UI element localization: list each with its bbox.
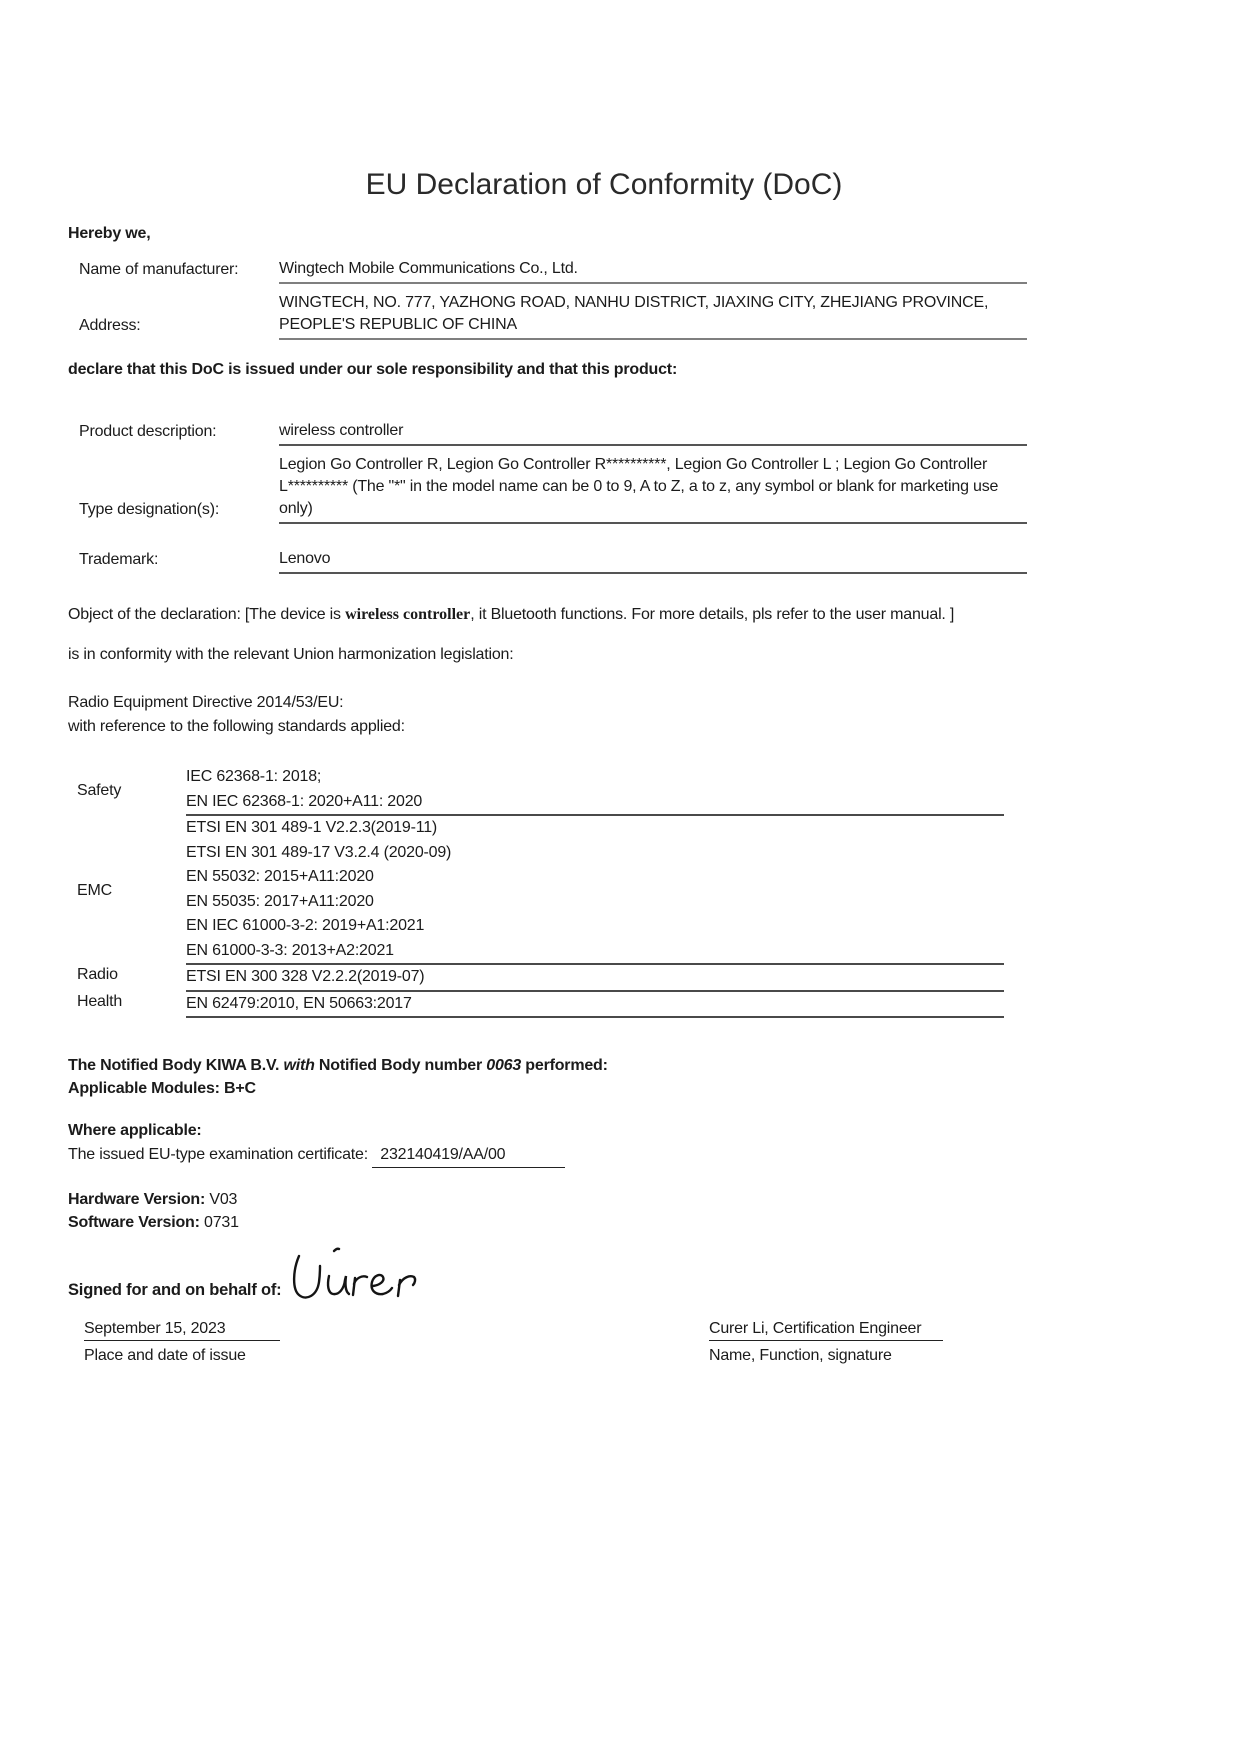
object-suffix: , it Bluetooth functions. For more details, pls refer to the user manual. ] bbox=[470, 606, 955, 623]
software-version-line bbox=[68, 1211, 1140, 1234]
standards-row-radio bbox=[68, 965, 1140, 992]
directive-line2: with reference to the following standards applied: bbox=[68, 718, 405, 735]
signed-row bbox=[68, 1246, 1140, 1304]
standard-item: EN IEC 62368-1: 2020+A11: 2020 bbox=[186, 792, 423, 810]
certificate-label: The issued EU-type examination certificate: bbox=[68, 1146, 368, 1163]
place-date-block bbox=[68, 1320, 709, 1365]
standard-item: EN 55035: 2017+A11:2020 bbox=[186, 892, 374, 910]
standards-values-safety bbox=[186, 765, 1004, 816]
signer-value: Curer Li, Certification Engineer bbox=[709, 1320, 943, 1341]
certificate-line bbox=[68, 1144, 1140, 1168]
standards-category-safety: Safety bbox=[77, 781, 122, 799]
where-applicable-heading: Where applicable: bbox=[68, 1122, 202, 1139]
notified-body-seg1: The Notified Body KIWA B.V. bbox=[68, 1057, 284, 1074]
standards-category-radio: Radio bbox=[77, 966, 118, 983]
address-line1: WINGTECH, NO. 777, YAZHONG ROAD, NANHU DISTRICT, JIAXING CITY, ZHEJIANG PROVINCE, bbox=[279, 294, 989, 311]
product-description-row bbox=[68, 420, 1140, 446]
certificate-number: 232140419/AA/00 bbox=[372, 1144, 565, 1168]
notified-body-seg2: Notified Body number bbox=[314, 1057, 487, 1074]
standard-item: EN 62479:2010, EN 50663:2017 bbox=[186, 994, 412, 1012]
standards-row-emc bbox=[68, 816, 1140, 965]
directive-block bbox=[68, 691, 1140, 739]
type-designation-row bbox=[68, 454, 1140, 524]
trademark-value: Lenovo bbox=[279, 548, 1027, 574]
software-version-label: Software Version: bbox=[68, 1214, 200, 1231]
issue-row bbox=[68, 1320, 1140, 1365]
standard-item: EN IEC 61000-3-2: 2019+A1:2021 bbox=[186, 917, 425, 934]
hardware-version-value: V03 bbox=[209, 1191, 238, 1208]
standards-row-health bbox=[68, 992, 1140, 1019]
hardware-version-label: Hardware Version: bbox=[68, 1191, 206, 1208]
address-line2: PEOPLE'S REPUBLIC OF CHINA bbox=[279, 316, 517, 333]
applicable-modules: Applicable Modules: B+C bbox=[68, 1080, 256, 1097]
standards-table bbox=[68, 765, 1140, 1018]
directive-line1: Radio Equipment Directive 2014/53/EU: bbox=[68, 694, 344, 711]
type-designation-value: Legion Go Controller R, Legion Go Controller R**********, Legion Go Controller L ; Legion Go Controller L********** (The "*" in the model name can be 0 to 9, A to Z, a to z, any symbol or blank for marketing use only) bbox=[279, 454, 1027, 524]
where-applicable-block bbox=[68, 1120, 1140, 1168]
standard-item: ETSI EN 300 328 V2.2.2(2019-07) bbox=[186, 968, 425, 985]
standard-item: EN 61000-3-3: 2013+A2:2021 bbox=[186, 941, 394, 959]
signer-block bbox=[709, 1320, 943, 1365]
place-date-value: September 15, 2023 bbox=[84, 1320, 280, 1341]
notified-body-block bbox=[68, 1054, 1140, 1100]
standards-row-safety bbox=[68, 765, 1140, 816]
standards-category-emc: EMC bbox=[77, 881, 112, 899]
type-designation-label: Type designation(s): bbox=[79, 501, 220, 518]
standards-values-health bbox=[186, 992, 1004, 1019]
place-date-caption: Place and date of issue bbox=[84, 1347, 246, 1364]
standard-item: ETSI EN 301 489-1 V2.2.3(2019-11) bbox=[186, 819, 438, 836]
standards-category-health: Health bbox=[77, 992, 123, 1010]
manufacturer-row bbox=[68, 258, 1140, 284]
object-of-declaration bbox=[68, 604, 1003, 625]
object-prefix: Object of the declaration: [The device is bbox=[68, 606, 346, 623]
notified-body-with: with bbox=[283, 1057, 315, 1074]
standard-item: EN 55032: 2015+A11:2020 bbox=[186, 868, 374, 885]
handwritten-signature bbox=[287, 1246, 417, 1304]
conformity-statement: is in conformity with the relevant Union harmonization legislation: bbox=[68, 646, 514, 663]
signer-caption: Name, Function, signature bbox=[709, 1347, 892, 1364]
standard-item: ETSI EN 301 489-17 V3.2.4 (2020-09) bbox=[186, 843, 452, 861]
address-value bbox=[279, 292, 1027, 340]
software-version-value: 0731 bbox=[204, 1214, 239, 1231]
notified-body-line bbox=[68, 1054, 1140, 1077]
standard-item: IEC 62368-1: 2018; bbox=[186, 768, 322, 785]
page-title: EU Declaration of Conformity (DoC) bbox=[365, 168, 843, 201]
object-device-name: wireless controller bbox=[345, 606, 471, 623]
hereby-we-text: Hereby we, bbox=[68, 225, 151, 242]
declare-text: declare that this DoC is issued under our sole responsibility and that this product: bbox=[68, 361, 678, 378]
standards-values-radio bbox=[186, 965, 1004, 992]
product-description-label: Product description: bbox=[79, 423, 217, 440]
address-label: Address: bbox=[79, 317, 141, 334]
trademark-label: Trademark: bbox=[79, 551, 159, 568]
notified-body-seg3: performed: bbox=[521, 1057, 608, 1074]
versions-block bbox=[68, 1188, 1140, 1234]
address-row bbox=[68, 292, 1140, 340]
hardware-version-line bbox=[68, 1188, 1140, 1211]
signed-label: Signed for and on behalf of: bbox=[68, 1281, 282, 1299]
trademark-row bbox=[68, 548, 1140, 574]
manufacturer-label: Name of manufacturer: bbox=[79, 261, 239, 278]
notified-body-number: 0063 bbox=[486, 1057, 522, 1074]
standards-values-emc bbox=[186, 816, 1004, 965]
manufacturer-value: Wingtech Mobile Communications Co., Ltd. bbox=[279, 258, 1027, 284]
product-description-value: wireless controller bbox=[279, 420, 1027, 446]
